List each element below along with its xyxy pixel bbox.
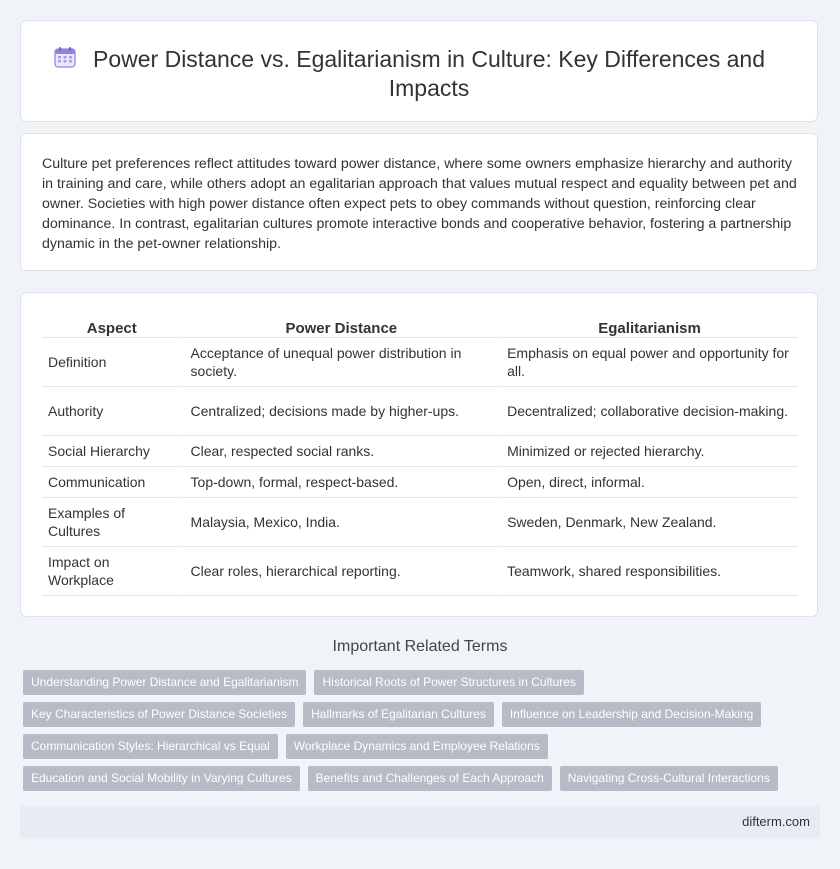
table-cell: Minimized or rejected hierarchy. [498,436,798,467]
summary-text: Culture pet preferences reflect attitudes toward power distance, where some owners emphasize hierarchy and authority in training and care, while others adopt an egalitarian approach that values mutual respect and equality between pet and owner. Societies with high power distance often expect pets to obey commands without question, reinforcing clear dominance. In contrast, egalitarian cultures promote interactive bonds and cooperative behavior, fostering a partnership dynamic in the pet-owner relationship. [42,156,797,252]
table-cell: Centralized; decisions made by higher-ups. [182,387,499,436]
table-row [42,547,798,596]
related-term-tag[interactable]: Benefits and Challenges of Each Approach [308,766,552,791]
table-cell: Communication [42,467,182,498]
tag-row [23,670,584,695]
table-cell: Top-down, formal, respect-based. [182,467,499,498]
related-term-tag[interactable]: Education and Social Mobility in Varying Cultures [23,766,300,791]
column-header-power-distance: Power Distance [182,315,499,338]
page-title: Power Distance vs. Egalitarianism in Culture: Key Differences and Impacts [93,46,765,101]
column-header-aspect: Aspect [42,315,182,338]
comparison-table-card [20,292,818,617]
related-term-tag[interactable]: Historical Roots of Power Structures in Cultures [314,670,583,695]
table-cell: Authority [42,387,182,436]
tag-row [23,766,778,791]
table-cell: Examples of Cultures [42,498,182,547]
title-card [20,20,818,122]
related-term-tag[interactable]: Hallmarks of Egalitarian Cultures [303,702,494,727]
table-cell: Acceptance of unequal power distribution in society. [182,338,499,387]
table-cell: Decentralized; collaborative decision-making. [498,387,798,436]
table-row [42,338,798,387]
related-terms-heading: Important Related Terms [332,638,508,655]
table-cell: Impact on Workplace [42,547,182,596]
related-term-tag[interactable]: Influence on Leadership and Decision-Making [502,702,762,727]
footer-site-link[interactable]: difterm.com [742,814,810,829]
table-cell: Clear, respected social ranks. [182,436,499,467]
footer [20,806,820,838]
table-cell: Sweden, Denmark, New Zealand. [498,498,798,547]
table-cell: Malaysia, Mexico, India. [182,498,499,547]
table-header-row [42,315,798,338]
table-row [42,498,798,547]
column-header-egalitarianism: Egalitarianism [498,315,798,338]
related-term-tag[interactable]: Communication Styles: Hierarchical vs Equal [23,734,278,759]
comparison-table [42,315,798,596]
table-cell: Clear roles, hierarchical reporting. [182,547,499,596]
related-term-tag[interactable]: Understanding Power Distance and Egalitarianism [23,670,306,695]
table-row [42,467,798,498]
table-cell: Teamwork, shared responsibilities. [498,547,798,596]
table-cell: Open, direct, informal. [498,467,798,498]
table-cell: Definition [42,338,182,387]
table-row [42,387,798,436]
related-term-tag[interactable]: Navigating Cross-Cultural Interactions [560,766,778,791]
table-row [42,436,798,467]
table-cell: Social Hierarchy [42,436,182,467]
tag-row [23,702,761,727]
related-term-tag[interactable]: Key Characteristics of Power Distance Societies [23,702,295,727]
tag-row [23,734,548,759]
table-cell: Emphasis on equal power and opportunity for all. [498,338,798,387]
summary-card [20,133,818,271]
related-term-tag[interactable]: Workplace Dynamics and Employee Relations [286,734,548,759]
